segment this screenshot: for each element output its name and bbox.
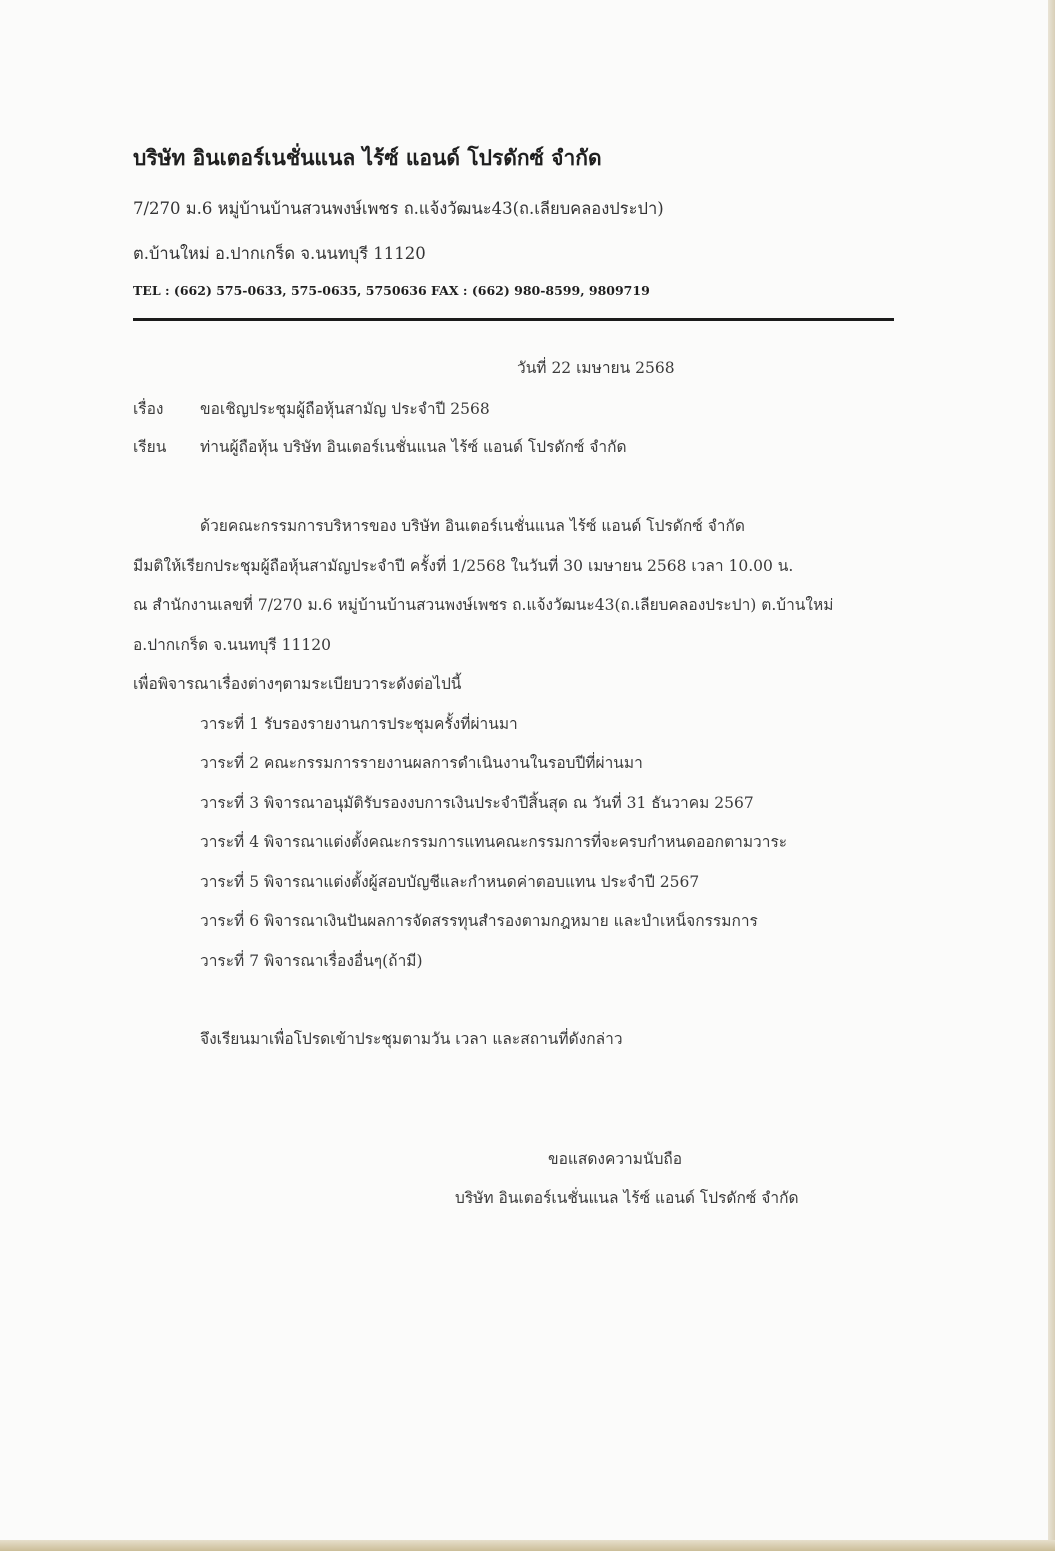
agenda-item: วาระที่ 7 พิจารณาเรื่องอื่นๆ(ถ้ามี)	[200, 952, 423, 970]
company-name: บริษัท อินเตอร์เนชั่นแนล ไร้ซ์ แอนด์ โปรดักซ์ จำกัด	[133, 145, 602, 170]
address-line-1: 7/270 ม.6 หมู่บ้านบ้านสวนพงษ์เพชร ถ.แจ้งวัฒนะ43(ถ.เลียบคลองประปา)	[133, 199, 664, 218]
body-line: มีมติให้เรียกประชุมผู้ถือหุ้นสามัญประจำปี ครั้งที่ 1/2568 ในวันที่ 30 เมษายน 2568 เวลา 10.00 น.	[133, 557, 794, 575]
signature-company: บริษัท อินเตอร์เนชั่นแนล ไร้ซ์ แอนด์ โปรดักซ์ จำกัด	[455, 1189, 799, 1207]
contact-line: TEL : (662) 575-0633, 575-0635, 5750636 FAX : (662) 980-8599, 9809719	[133, 283, 650, 298]
closing-line: จึงเรียนมาเพื่อโปรดเข้าประชุมตามวัน เวลา และสถานที่ดังกล่าว	[200, 1030, 623, 1048]
paper-edge-bottom	[0, 1540, 1055, 1551]
letter-date: วันที่ 22 เมษายน 2568	[517, 359, 675, 377]
agenda-item: วาระที่ 4 พิจารณาแต่งตั้งคณะกรรมการแทนคณะกรรมการที่จะครบกำหนดออกตามวาระ	[200, 833, 788, 851]
regards: ขอแสดงความนับถือ	[548, 1150, 683, 1168]
subject-label: เรื่อง	[133, 400, 164, 418]
address-line-2: ต.บ้านใหม่ อ.ปากเกร็ด จ.นนทบุรี 11120	[133, 244, 426, 263]
agenda-item: วาระที่ 5 พิจารณาแต่งตั้งผู้สอบบัญชีและกำหนดค่าตอบแทน ประจำปี 2567	[200, 873, 700, 891]
recipient-label: เรียน	[133, 438, 167, 456]
body-line: อ.ปากเกร็ด จ.นนทบุรี 11120	[133, 636, 331, 654]
letterhead-divider	[133, 318, 894, 321]
agenda-item: วาระที่ 1 รับรองรายงานการประชุมครั้งที่ผ่านมา	[200, 715, 518, 733]
recipient-text: ท่านผู้ถือหุ้น บริษัท อินเตอร์เนชั่นแนล ไร้ซ์ แอนด์ โปรดักซ์ จำกัด	[200, 438, 627, 456]
agenda-item: วาระที่ 3 พิจารณาอนุมัติรับรองงบการเงินประจำปีสิ้นสุด ณ วันที่ 31 ธันวาคม 2567	[200, 794, 754, 812]
paper-edge-right	[1048, 0, 1055, 1551]
body-line: ด้วยคณะกรรมการบริหารของ บริษัท อินเตอร์เนชั่นแนล ไร้ซ์ แอนด์ โปรดักซ์ จำกัด	[200, 517, 745, 535]
body-line: เพื่อพิจารณาเรื่องต่างๆตามระเบียบวาระดังต่อไปนี้	[133, 675, 462, 693]
subject-text: ขอเชิญประชุมผู้ถือหุ้นสามัญ ประจำปี 2568	[200, 400, 490, 418]
agenda-item: วาระที่ 6 พิจารณาเงินปันผลการจัดสรรทุนสำรองตามกฎหมาย และบำเหน็จกรรมการ	[200, 912, 758, 930]
agenda-item: วาระที่ 2 คณะกรรมการรายงานผลการดำเนินงานในรอบปีที่ผ่านมา	[200, 754, 643, 772]
body-line: ณ สำนักงานเลขที่ 7/270 ม.6 หมู่บ้านบ้านสวนพงษ์เพชร ถ.แจ้งวัฒนะ43(ถ.เลียบคลองประปา) ต.บ้านใหม่	[133, 596, 834, 614]
